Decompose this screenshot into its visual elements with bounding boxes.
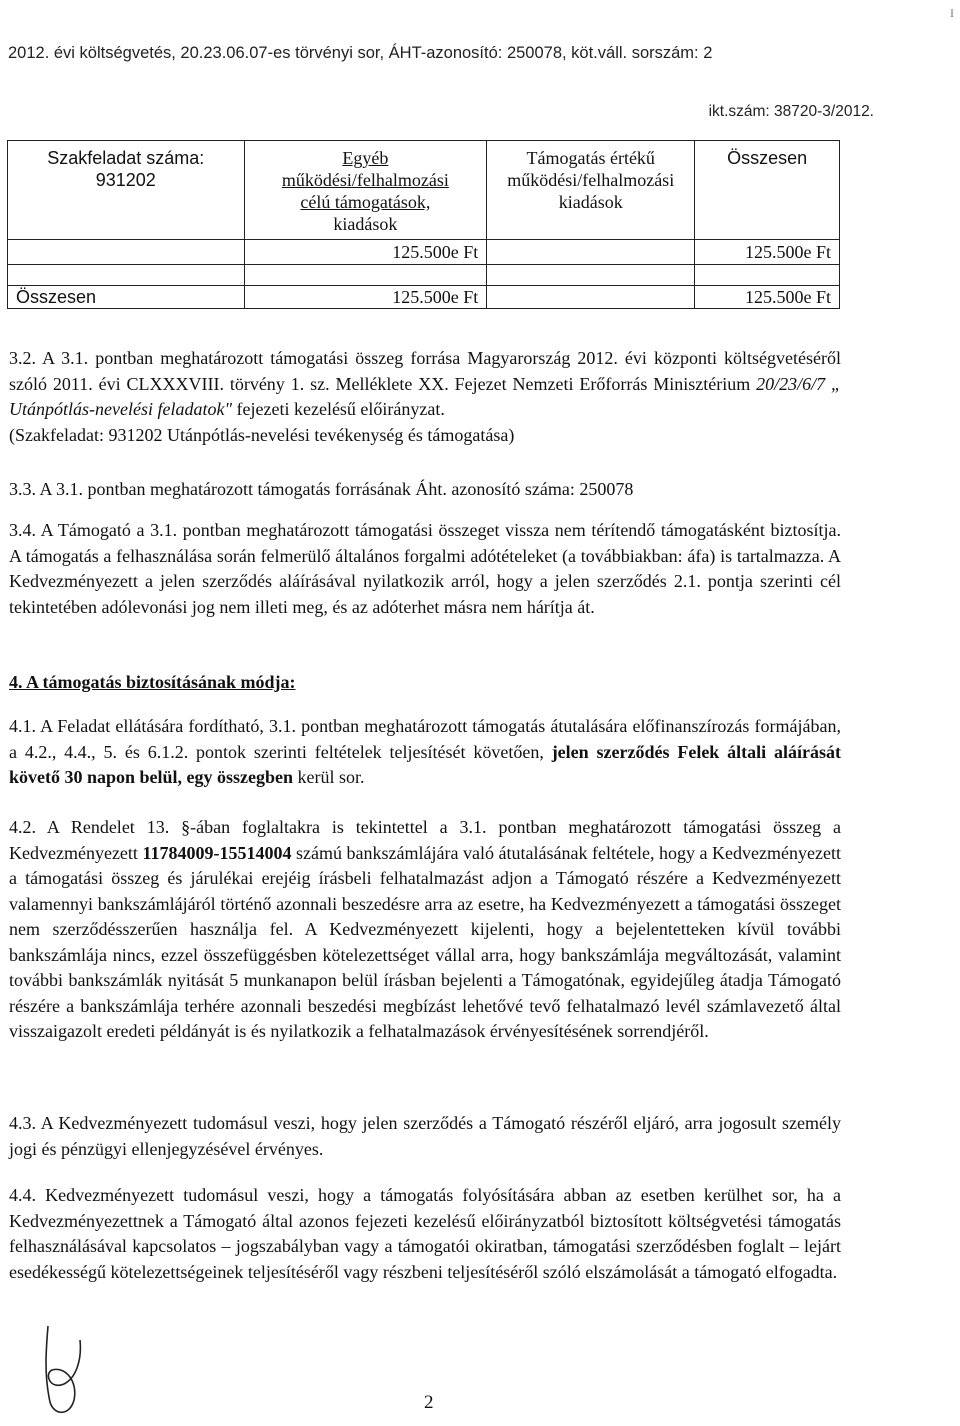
- osszesen-header: Összesen: [727, 148, 808, 168]
- registry-number: ikt.szám: 38720-3/2012.: [708, 103, 874, 120]
- paragraph-4-1: [9, 714, 841, 791]
- signature-mark: [30, 1320, 100, 1420]
- paragraph-4-3: 4.3. A Kedvezményezett tudomásul veszi, hogy jelen szerződés a Támogató részéről eljáró, arra jogosult személy jogi és pénzügyi ellenjegyzésével érvényes.: [9, 1113, 841, 1159]
- p42-text-a: 4.2. A Rendelet 13. §-ában foglaltakra is tekintettel a 3.1. pontban meghatározott támogatási összeg a Kedvezményezett: [9, 817, 841, 863]
- paragraph-4-4: 4.4. Kedvezményezett tudomásul veszi, hogy a támogatás folyósítására abban az esetben kerülhet sor, ha a Kedvezményezettnek a Támogató által azonos fejezeti kezelésű előirányzatból biztosított költségvetési támogatás felhasználásával kapcsolatos – jogszabályban vagy a támogatói okiratban, támogatási szerződésben foglalt – lejárt esedékességű kötelezettségeinek teljesítéséről vagy részbeni teljesítéséről szóló elszámolását a támogató elfogadta.: [9, 1185, 841, 1282]
- table-cell-amount-total: 125.500e Ft: [695, 240, 840, 265]
- total-label: Összesen: [8, 286, 245, 309]
- paragraph-3-3: 3.3. A 3.1. pontban meghatározott támogatás forrásának Áht. azonosító száma: 250078: [9, 479, 634, 499]
- table-cell: [487, 240, 695, 265]
- egyeb-line-3: célú támogatások,: [300, 192, 431, 212]
- tamogatas-line-2: működési/felhalmozási: [507, 170, 675, 190]
- signature-stroke: [46, 1326, 80, 1412]
- section-4-title: [9, 670, 841, 696]
- egyeb-line-2: működési/felhalmozási: [281, 170, 449, 190]
- p41-text-a: 4.1. A Feladat ellátására fordítható, 3.1. pontban meghatározott támogatás átutalására előfinanszírozás formájában, a 4.2., 4.4., 5. és 6.1.2. pontok szerinti feltételek teljesítését követően,: [9, 716, 841, 762]
- table-cell: [695, 265, 840, 286]
- budget-table: [7, 140, 840, 309]
- table-cell: [487, 286, 695, 309]
- header-cell-szakfeladat: [8, 141, 245, 240]
- szakfeladat-number: 931202: [95, 170, 156, 190]
- szakfeladat-label: Szakfeladat száma:: [47, 148, 205, 168]
- paragraph-3-2: [9, 346, 841, 448]
- total-amount: 125.500e Ft: [244, 286, 487, 309]
- tamogatas-line-3: kiadások: [558, 192, 623, 212]
- table-cell: [8, 240, 245, 265]
- table-cell-amount: 125.500e Ft: [244, 240, 487, 265]
- p32-text-b: fejezeti kezelésű előirányzat.: [232, 399, 445, 419]
- section-4-title-text: 4. A támogatás biztosításának módja:: [9, 672, 296, 692]
- table-total-row: [8, 286, 840, 309]
- page-number: 2: [424, 1392, 434, 1413]
- header-line: 2012. évi költségvetés, 20.23.06.07-es törvényi sor, ÁHT-azonosító: 250078, köt.váll. sorszám: 2: [8, 44, 713, 62]
- table-row: [8, 240, 840, 265]
- table-header-row: [8, 141, 840, 240]
- tamogatas-line-1: Támogatás értékű: [526, 148, 655, 168]
- p32-szakfeladat: (Szakfeladat: 931202 Utánpótlás-nevelési tevékenység és támogatása): [9, 424, 515, 445]
- header-cell-egyeb: [244, 141, 487, 240]
- p32-italic: 20/23/6/7 „ Utánpótlás-nevelési feladatok": [9, 373, 841, 419]
- egyeb-line-1: Egyéb: [342, 148, 389, 168]
- paragraph-4-2-text: [9, 815, 841, 1045]
- bank-account-number: 11784009-15514004: [142, 842, 292, 863]
- p42-text-b: számú bankszámlájára való átutalásának feltétele, hogy a Kedvezményezett a támogatási összeg és járulékai erejéig írásbeli felhatalmazást adjon a Támogató részére a Kedvezményezett valamennyi bankszámlájáról történő azonnali beszedésre arra az esetre, ha Kedvezményezett a támogatási összeget nem szerződésszerűen használja fel. A Kedvezményezett kijelenti, hogy a bejelentetteken kívül további bankszámlája nincs, ezzel összefüggésben kötelezettséget vállal arra, hogy bankszámlája megváltozását, valamint további bankszámlák nyitását 5 munkanapon belül írásban bejelenti a Támogatónak, egyidejűleg átadja Támogató részére a bankszámlája terhére azonnali beszedési megbízást lehetővé tevő felhatalmazó levél számlavezető által visszaigazolt eredeti példányát is és nyilatkozik a felhatalmazások érvényesítésének sorrendjéről.: [9, 842, 841, 1041]
- table-cell: [8, 265, 245, 286]
- header-cell-tamogatas: [487, 141, 695, 240]
- total-amount-sum: 125.500e Ft: [695, 286, 840, 309]
- table-cell: [487, 265, 695, 286]
- p41-bold: jelen szerződés Felek általi aláírását követő 30 napon belül, egy összegben: [9, 741, 841, 787]
- p32-text-a: 3.2. A 3.1. pontban meghatározott támogatási összeg forrása Magyarország 2012. évi központi költségvetéséről szóló 2011. évi CLXXXVIII. törvény 1. sz. Melléklete XX. Fejezet Nemzeti Erőforrás Minisztérium: [9, 348, 841, 394]
- p41-text-b: kerül sor.: [293, 767, 365, 787]
- paragraph-4-1-text: [9, 714, 841, 791]
- table-row: [8, 265, 840, 286]
- corner-mark: I: [950, 6, 954, 20]
- egyeb-line-4: kiadások: [333, 214, 398, 234]
- paragraph-3-2-text: [9, 346, 841, 423]
- paragraph-3-4: 3.4. A Támogató a 3.1. pontban meghatározott támogatási összeget vissza nem térítendő támogatásként biztosítja. A támogatás a felhasználása során felmerülő általános forgalmi adótételeket (a továbbiakban: áfa) is tartalmazza. A Kedvezményezett a jelen szerződés aláírásával nyilatkozik arról, hogy a jelen szerződés 2.1. pontja szerinti cél tekintetében adólevonási jog nem illeti meg, és az adóterhet másra nem hárítja át.: [9, 520, 841, 617]
- table-cell: [244, 265, 487, 286]
- header-cell-osszesen: [695, 141, 840, 240]
- paragraph-4-2: [9, 815, 841, 1045]
